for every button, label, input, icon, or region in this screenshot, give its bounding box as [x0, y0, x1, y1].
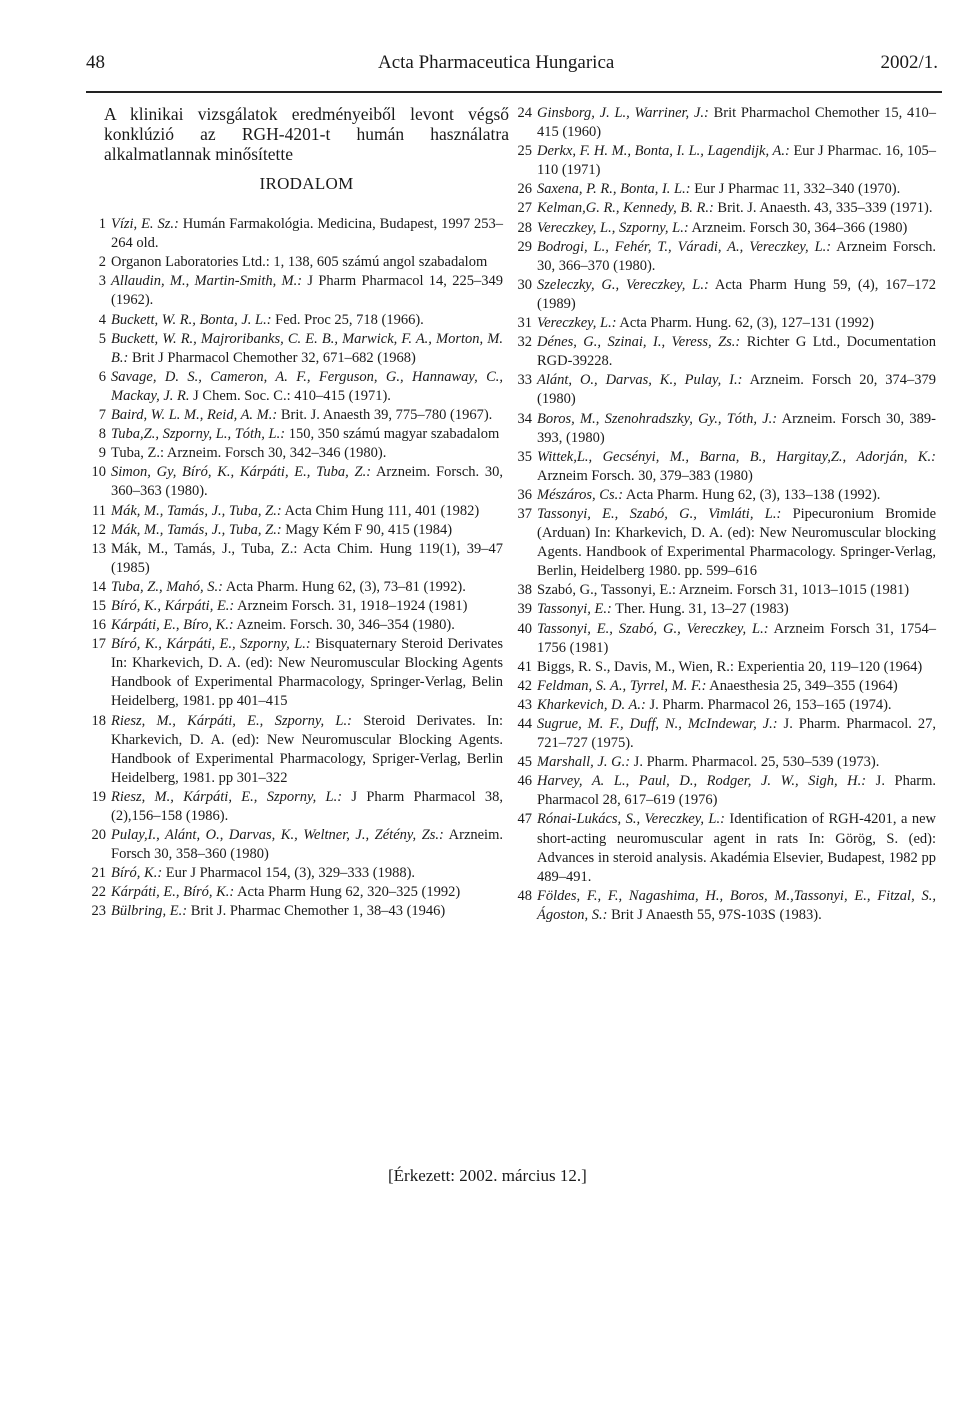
reference-authors: Pulay,I., Alánt, O., Darvas, K., Weltner, J., Zétény, Zs.:	[111, 827, 444, 844]
reference-authors: Vereczkey, L., Szporny, L.:	[537, 219, 689, 236]
reference-text	[537, 410, 942, 448]
reference-authors: Tuba, Z., Mahó, S.:	[111, 578, 223, 595]
reference-text	[537, 448, 942, 486]
reference-source: Tuba, Z.: Arzneim. Forsch 30, 342–346 (1980).	[111, 445, 387, 462]
reference-number: 36	[517, 486, 532, 503]
reference-text	[111, 368, 509, 406]
reference-source: Arzneim Forsch. 30, 366–370 (1980).	[537, 238, 936, 274]
reference-number: 26	[517, 181, 532, 198]
reference-authors: Derkx, F. H. M., Bonta, I. L., Lagendijk, A.:	[537, 143, 790, 160]
reference-item	[508, 887, 942, 925]
reference-authors: Bíró, K., Kárpáti, E.:	[111, 597, 235, 614]
reference-item	[84, 253, 509, 272]
reference-source: Acta Chim Hung 111, 401 (1982)	[281, 502, 480, 519]
reference-authors: Vízi, E. Sz.:	[111, 216, 179, 233]
reference-source: J Pharm Pharmacol 14, 225–349 (1962).	[111, 273, 503, 309]
reference-authors: Földes, F., F., Nagashima, H., Boros, M.,Tassonyi, E., Fitzal, S., Ágoston, S.:	[537, 887, 936, 923]
reference-text	[537, 276, 942, 314]
reference-item	[84, 864, 509, 883]
reference-item	[508, 371, 942, 409]
reference-authors: Tassonyi, E.:	[537, 601, 612, 618]
reference-source: Mák, M., Tamás, J., Tuba, Z.: Acta Chim. Hung 119(1), 39–47 (1985)	[111, 540, 503, 576]
issue-label: 2002/1.	[880, 52, 938, 73]
reference-authors: Savage, D. S., Cameron, A. F., Ferguson, G., Hannaway, C., Mackay, J. R.	[111, 368, 503, 404]
reference-text	[111, 444, 509, 463]
reference-item	[84, 272, 509, 310]
reference-number: 17	[91, 636, 106, 653]
reference-source: Biggs, R. S., Davis, M., Wien, R.: Experientia 20, 119–120 (1964)	[537, 658, 923, 675]
reference-item	[84, 597, 509, 616]
reference-text	[111, 425, 509, 444]
reference-number: 23	[91, 903, 106, 920]
reference-text	[111, 597, 509, 616]
reference-source: Eur J Pharmacol 154, (3), 329–333 (1988).	[162, 865, 416, 882]
reference-number: 29	[517, 238, 532, 255]
reference-item	[508, 620, 942, 658]
reference-number: 15	[91, 597, 106, 614]
reference-number: 28	[517, 219, 532, 236]
reference-text	[111, 540, 509, 578]
reference-number: 11	[92, 502, 106, 519]
reference-number: 43	[517, 696, 532, 713]
reference-text	[537, 314, 942, 333]
reference-number: 21	[91, 865, 106, 882]
reference-authors: Wittek,L., Gecsényi, M., Barna, B., Hargitay,Z., Adorján, K.:	[537, 448, 936, 465]
reference-source: Arzneim. Forsch 30, 364–366 (1980)	[688, 219, 908, 236]
reference-item	[84, 406, 509, 425]
reference-number: 38	[517, 582, 532, 599]
reference-item	[508, 658, 942, 677]
reference-authors: Kelman,G. R., Kennedy, B. R.:	[537, 200, 714, 217]
reference-item	[508, 333, 942, 371]
reference-authors: Vereczkey, L.:	[537, 315, 617, 332]
reference-source: Arzneim Forsch. 31, 1918–1924 (1981)	[234, 597, 468, 614]
reference-number: 25	[517, 143, 532, 160]
reference-source: Acta Pharm Hung 59, (4), 167–172 (1989)	[537, 276, 936, 312]
reference-number: 39	[517, 601, 532, 618]
reference-number: 2	[98, 254, 106, 271]
reference-number: 48	[517, 887, 532, 904]
reference-text	[537, 371, 942, 409]
reference-source: J Pharm Pharmacol 38, (2),156–158 (1986).	[111, 788, 503, 824]
reference-source: Arzneim. Forsch 30, 358–360 (1980)	[111, 827, 503, 863]
reference-source: Szabó, G., Tassonyi, E.: Arzneim. Forsch 31, 1013–1015 (1981)	[537, 582, 910, 599]
reference-authors: Szeleczky, G., Vereczkey, L.:	[537, 276, 709, 293]
reference-number: 34	[517, 410, 532, 427]
reference-authors: Bodrogi, L., Fehér, T., Váradi, A., Vereczkey, L.:	[537, 238, 832, 255]
reference-text	[111, 788, 509, 826]
reference-source: J. Pharm. Pharmacol 28, 617–619 (1976)	[537, 773, 937, 809]
reference-text	[537, 600, 942, 619]
reference-number: 6	[98, 368, 106, 385]
reference-source: Arzneim Forsch. 30, 379–383 (1980)	[537, 467, 753, 484]
reference-authors: Tassonyi, E., Szabó, G., Vereczkey, L.:	[537, 620, 769, 637]
reference-number: 7	[98, 407, 106, 424]
reference-text	[537, 677, 942, 696]
reference-item	[508, 600, 942, 619]
received-date: [Érkezett: 2002. március 12.]	[388, 1166, 587, 1185]
reference-number: 33	[517, 372, 532, 389]
page-number: 48	[86, 52, 105, 73]
reference-text	[111, 406, 509, 425]
reference-list-left	[84, 215, 509, 921]
reference-source: Ther. Hung. 31, 13–27 (1983)	[611, 601, 789, 618]
reference-source: Brit J Pharmacol Chemother 32, 671–682 (1968)	[128, 349, 416, 366]
reference-number: 18	[91, 712, 106, 729]
reference-source: J. Pharm. Pharmacol. 25, 530–539 (1973).	[630, 754, 880, 771]
reference-authors: Bülbring, E.:	[111, 903, 188, 920]
reference-text	[537, 333, 942, 371]
reference-source: Acta Pharm Hung 62, 320–325 (1992)	[234, 884, 461, 901]
reference-number: 45	[517, 754, 532, 771]
reference-item	[84, 311, 509, 330]
reference-text	[111, 883, 509, 902]
reference-authors: Bíró, K.:	[111, 865, 163, 882]
reference-authors: Boros, M., Szenohradszky, Gy., Tóth, J.:	[537, 410, 778, 427]
reference-number: 31	[517, 315, 532, 332]
reference-source: Bisquaternary Steroid Derivates In: Kharkevich, D. A. (ed): New Neuromuscular Blocking Agents Handbook of Experimental Pharmacology, Springer-Verlag, Belin Heidelberg, 1981. pp 401–415	[111, 636, 504, 710]
reference-number: 37	[517, 505, 532, 522]
reference-number: 3	[98, 273, 106, 290]
reference-item	[84, 616, 509, 635]
reference-number: 20	[91, 827, 106, 844]
reference-item	[84, 902, 509, 921]
reference-item	[508, 715, 942, 753]
reference-source: Pipecuronium Bromide (Arduan) In: Kharkevich, D. A. (ed): New Neuromuscular blocking Agents. Handbook of Experimental Pharmacology. Springer-Verlag, Berlin, Heidelberg 1980. pp. 599–616	[537, 505, 936, 580]
reference-text	[537, 199, 942, 218]
reference-number: 8	[98, 426, 106, 443]
reference-number: 32	[517, 334, 532, 351]
reference-source: Richter G Ltd., Documentation RGD-39228.	[537, 334, 936, 370]
reference-item	[508, 810, 942, 886]
reference-source: Brit Pharmachol Chemother 15, 410–415 (1960)	[537, 105, 937, 141]
reference-item	[508, 581, 942, 600]
reference-authors: Saxena, P. R., Bonta, I. L.:	[537, 181, 691, 198]
reference-authors: Baird, W. L. M., Reid, A. M.:	[111, 407, 278, 424]
reference-number: 27	[517, 200, 532, 217]
reference-number: 46	[517, 773, 532, 790]
reference-source: J Chem. Soc. C.: 410–415 (1971).	[189, 387, 391, 404]
reference-number: 9	[98, 445, 106, 462]
reference-source: Arzneim. Forsch 30, 389-393, (1980)	[537, 410, 936, 446]
reference-text	[111, 712, 509, 788]
reference-source: Anaesthesia 25, 349–355 (1964)	[706, 677, 898, 694]
reference-text	[111, 635, 509, 711]
reference-item	[508, 314, 942, 333]
reference-source: J. Pharm. Pharmacol 26, 153–165 (1974).	[645, 696, 892, 713]
reference-number: 44	[517, 716, 532, 732]
reference-authors: Harvey, A. L., Paul, D., Rodger, J. W., Sigh, H.:	[537, 773, 867, 790]
reference-authors: Dénes, G., Szinai, I., Veress, Zs.:	[537, 334, 741, 351]
reference-source: Magy Kém F 90, 415 (1984)	[281, 521, 453, 538]
reference-text	[537, 772, 942, 810]
reference-text	[537, 715, 942, 753]
reference-item	[84, 502, 509, 521]
reference-item	[508, 410, 942, 448]
reference-text	[537, 887, 942, 925]
reference-item	[84, 578, 509, 597]
reference-item	[84, 883, 509, 902]
reference-number: 30	[517, 276, 532, 293]
reference-authors: Ginsborg, J. L., Warriner, J.:	[537, 105, 709, 121]
reference-source: Eur J Pharmac. 16, 105–110 (1971)	[537, 143, 937, 179]
reference-item	[84, 788, 509, 826]
reference-text	[537, 219, 942, 238]
right-column	[508, 104, 942, 925]
section-title: IRODALOM	[259, 174, 354, 193]
reference-source: Azneim. Forsch. 30, 346–354 (1980).	[233, 617, 455, 634]
reference-authors: Bíró, K., Kárpáti, E., Szporny, L.:	[111, 636, 311, 653]
reference-text	[537, 104, 942, 142]
reference-item	[508, 505, 942, 581]
reference-source: J. Pharm. Pharmacol. 27, 721–727 (1975).	[537, 716, 936, 752]
reference-number: 12	[91, 521, 106, 538]
reference-item	[508, 238, 942, 276]
reference-number: 35	[517, 448, 532, 465]
reference-source: Acta Pharm. Hung. 62, (3), 127–131 (1992)	[616, 315, 874, 332]
reference-number: 40	[517, 620, 532, 637]
reference-authors: Riesz, M., Kárpáti, E., Szporny, L.:	[111, 788, 343, 805]
reference-item	[84, 521, 509, 540]
reference-source: Steroid Derivates. In: Kharkevich, D. A. (ed): New Neuromuscular Blocking Agents. Handbook of Experimental Pharmacology, Spriger-Verlag, Berlin Heidelberg, 1981. pp 301–322	[111, 712, 503, 786]
reference-source: Brit J Anaesth 55, 97S-103S (1983).	[607, 906, 822, 923]
reference-number: 10	[91, 464, 106, 481]
reference-authors: Buckett, W. R., Majroribanks, C. E. B., Marwick, F. A., Morton, M. B.:	[111, 330, 503, 366]
reference-source: Acta Pharm. Hung 62, (3), 133–138 (1992).	[623, 486, 881, 503]
reference-authors: Buckett, W. R., Bonta, J. L.:	[111, 311, 272, 328]
reference-text	[111, 502, 509, 521]
reference-text	[111, 215, 509, 253]
reference-item	[508, 448, 942, 486]
reference-number: 13	[91, 540, 106, 557]
reference-text	[111, 330, 509, 368]
reference-source: Identification of RGH-4201, a new short-acting neuromuscular agent in rats In: Görög, S. (ed): Advances in steroid analysis. Akadémia Elsevier, Budapest, 1982 pp 489–491.	[537, 811, 936, 885]
reference-item	[84, 425, 509, 444]
reference-number: 16	[91, 617, 106, 634]
reference-authors: Feldman, S. A., Tyrrel, M. F.:	[537, 677, 707, 694]
reference-source: Acta Pharm. Hung 62, (3), 73–81 (1992).	[223, 578, 466, 595]
reference-item	[508, 696, 942, 715]
reference-authors: Tassonyi, E., Szabó, G., Vimláti, L.:	[537, 505, 782, 522]
reference-text	[111, 864, 509, 883]
reference-authors: Kárpáti, E., Bíró, K.:	[111, 884, 235, 901]
reference-text	[537, 486, 942, 505]
page-header	[86, 48, 942, 88]
reference-authors: Simon, Gy, Bíró, K., Kárpáti, E., Tuba, Z.:	[111, 464, 372, 481]
reference-item	[508, 486, 942, 505]
reference-authors: Mák, M., Tamás, J., Tuba, Z.:	[111, 502, 282, 519]
reference-item	[84, 215, 509, 253]
reference-item	[508, 199, 942, 218]
reference-number: 4	[98, 311, 106, 328]
reference-text	[537, 810, 942, 886]
reference-source: Eur J Pharmac 11, 332–340 (1970).	[690, 181, 901, 198]
reference-text	[537, 753, 942, 772]
reference-text	[111, 578, 509, 597]
reference-source: Arzneim Forsch 31, 1754–1756 (1981)	[537, 620, 936, 656]
reference-authors: Alánt, O., Darvas, K., Pulay, I.:	[537, 372, 743, 389]
reference-text	[111, 826, 509, 864]
journal-title: Acta Pharmaceutica Hungarica	[378, 52, 615, 73]
reference-item	[508, 219, 942, 238]
reference-item	[84, 635, 509, 711]
reference-text	[537, 142, 942, 180]
left-column	[84, 104, 509, 922]
reference-number: 14	[91, 578, 106, 595]
reference-text	[111, 253, 509, 272]
reference-item	[84, 463, 509, 501]
reference-text	[111, 272, 509, 310]
reference-source: Arzneim. Forsch 20, 374–379 (1980)	[537, 372, 936, 408]
reference-text	[537, 180, 942, 199]
reference-source: Humán Farmakológia. Medicina, Budapest, 1997 253–264 old.	[111, 216, 503, 252]
reference-authors: Sugrue, M. F., Duff, N., McIndewar, J.:	[537, 716, 778, 732]
reference-text	[111, 463, 509, 501]
reference-item	[508, 772, 942, 810]
reference-text	[537, 696, 942, 715]
reference-number: 41	[517, 658, 532, 675]
reference-authors: Tuba,Z., Szporny, L., Tóth, L.:	[111, 426, 286, 443]
reference-item	[508, 276, 942, 314]
reference-item	[84, 444, 509, 463]
reference-authors: Allaudin, M., Martin-Smith, M.:	[111, 273, 303, 290]
reference-source: 150, 350 számú magyar szabadalom	[285, 426, 500, 443]
reference-item	[508, 180, 942, 199]
reference-number: 19	[91, 788, 106, 805]
reference-source: Fed. Proc 25, 718 (1966).	[271, 311, 424, 328]
reference-authors: Riesz, M., Kárpáti, E., Szporny, L.:	[111, 712, 352, 729]
reference-item	[508, 142, 942, 180]
reference-number: 47	[517, 811, 532, 828]
reference-text	[111, 902, 509, 921]
reference-authors: Mák, M., Tamás, J., Tuba, Z.:	[111, 521, 282, 538]
reference-number: 5	[98, 330, 106, 347]
reference-text	[537, 620, 942, 658]
reference-source: Brit J. Pharmac Chemother 1, 38–43 (1946)	[187, 903, 446, 920]
reference-number: 22	[91, 884, 106, 901]
reference-source: Brit. J. Anaesth. 43, 335–339 (1971).	[713, 200, 933, 217]
reference-list-right	[508, 104, 942, 925]
reference-authors: Rónai-Lukács, S., Vereczkey, L.:	[537, 811, 725, 828]
reference-text	[537, 505, 942, 581]
reference-source: Arzneim. Forsch. 30, 360–363 (1980).	[111, 464, 503, 500]
reference-authors: Mészáros, Cs.:	[537, 486, 624, 503]
conclusion-paragraph: A klinikai vizsgálatok eredményeiből levont végső konklúzió az RGH-4201-t humán használatra alkalmatlannak minősítette	[104, 104, 509, 164]
reference-authors: Kharkevich, D. A.:	[537, 696, 646, 713]
reference-item	[84, 712, 509, 788]
reference-item	[84, 540, 509, 578]
reference-item	[508, 677, 942, 696]
header-rule	[86, 91, 942, 93]
reference-number: 24	[517, 105, 532, 121]
reference-authors: Kárpáti, E., Bíro, K.:	[111, 617, 234, 634]
reference-authors: Marshall, J. G.:	[537, 754, 631, 771]
reference-source: Organon Laboratories Ltd.: 1, 138, 605 számú angol szabadalom	[111, 254, 488, 271]
reference-text	[537, 238, 942, 276]
reference-source: Brit. J. Anaesth 39, 775–780 (1967).	[277, 407, 493, 424]
reference-number: 1	[98, 216, 106, 233]
reference-item	[84, 368, 509, 406]
reference-item	[84, 826, 509, 864]
reference-item	[508, 104, 942, 142]
reference-text	[111, 616, 509, 635]
reference-number: 42	[517, 677, 532, 694]
reference-text	[111, 521, 509, 540]
reference-item	[508, 753, 942, 772]
reference-text	[537, 658, 942, 677]
reference-text	[111, 311, 509, 330]
reference-item	[84, 330, 509, 368]
reference-text	[537, 581, 942, 600]
